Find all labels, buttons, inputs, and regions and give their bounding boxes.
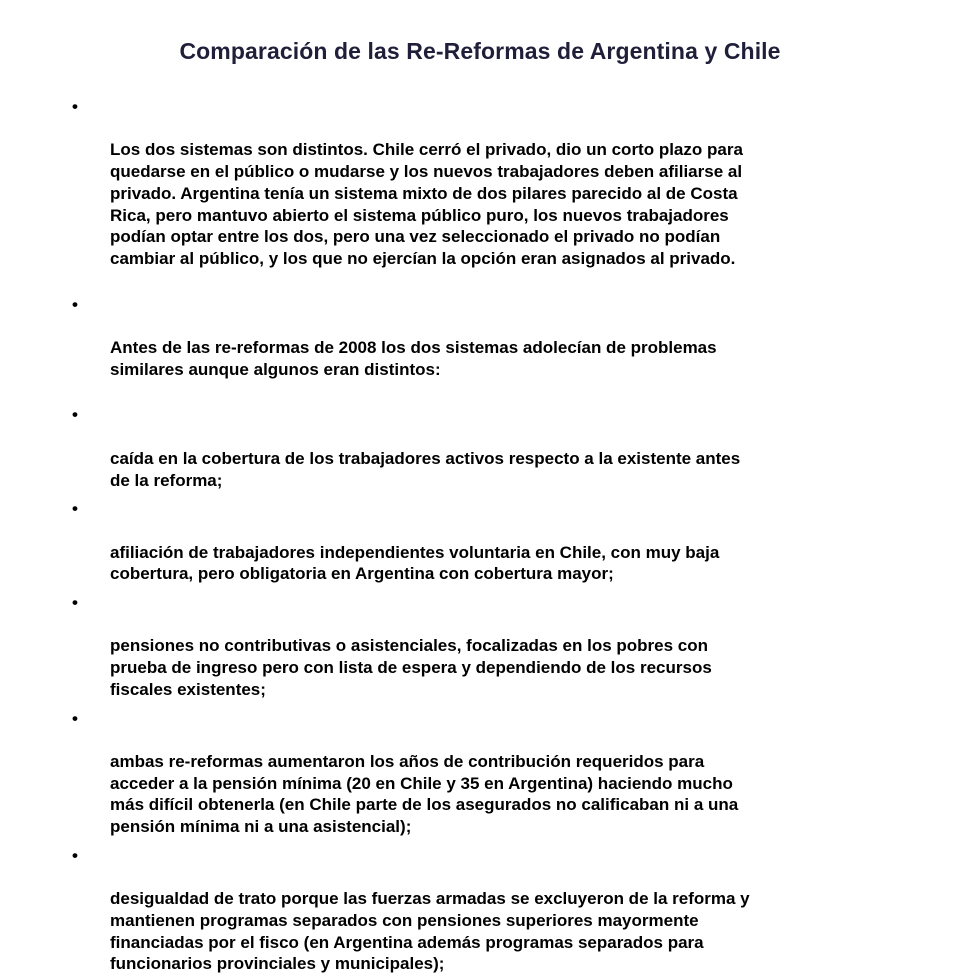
bullet-dot-icon: • <box>72 405 78 425</box>
bullet-list <box>72 96 912 975</box>
bullet-item <box>72 592 912 701</box>
bullet-text: Antes de las re-reformas de 2008 los dos sistemas adolecían de problemas similares aunque algunos eran distintos: <box>110 338 717 379</box>
bullet-text: afiliación de trabajadores independientes voluntaria en Chile, con muy baja cobertura, pero obligatoria en Argentina con cobertura mayor; <box>110 542 720 584</box>
bullet-item <box>72 845 912 975</box>
bullet-item <box>72 498 912 585</box>
bullet-text: pensiones no contributivas o asistenciales, focalizadas en los pobres con prueba de ingreso pero con lista de espera y dependiendo de los recursos fiscales existentes; <box>110 636 712 699</box>
slide-title: Comparación de las Re-Reformas de Argentina y Chile <box>179 38 781 64</box>
bullet-dot-icon: • <box>72 294 78 314</box>
bullet-text: desigualdad de trato porque las fuerzas armadas se excluyeron de la reforma y mantienen programas separados con pensiones superiores mayormente financiadas por el fisco (en Argentina además programas separados para funcionarios provinciales y municipales); <box>110 889 750 974</box>
bullet-item <box>72 708 912 838</box>
bullet-text: Los dos sistemas son distintos. Chile cerró el privado, dio un corto plazo para quedarse en el público o mudarse y los nuevos trabajadores deben afiliarse al privado. Argentina tenía un sistema mixto de dos pilares parecido al de Costa Rica, pero mantuvo abierto el sistema público puro, los nuevos trabajadores podían optar entre los dos, pero una vez seleccionado el privado no podían cambiar al público, y los que no ejercían la opción eran asignados al privado. <box>110 140 743 268</box>
bullet-text: ambas re-reformas aumentaron los años de contribución requeridos para acceder a la pensión mínima (20 en Chile y 35 en Argentina) haciendo mucho más difícil obtenerla (en Chile parte de los asegurados no calificaban ni a una pensión mínima ni a una asistencial); <box>110 751 739 837</box>
bullet-item <box>72 96 912 270</box>
bullet-dot-icon: • <box>72 593 78 613</box>
bullet-dot-icon: • <box>72 708 78 728</box>
bullet-dot-icon: • <box>72 97 78 116</box>
bullet-dot-icon: • <box>72 845 78 865</box>
bullet-item <box>72 294 912 381</box>
bullet-item <box>72 404 912 491</box>
bullet-dot-icon: • <box>72 499 78 519</box>
bullet-text: caída en la cobertura de los trabajadores activos respecto a la existente antes de la reforma; <box>110 448 741 490</box>
